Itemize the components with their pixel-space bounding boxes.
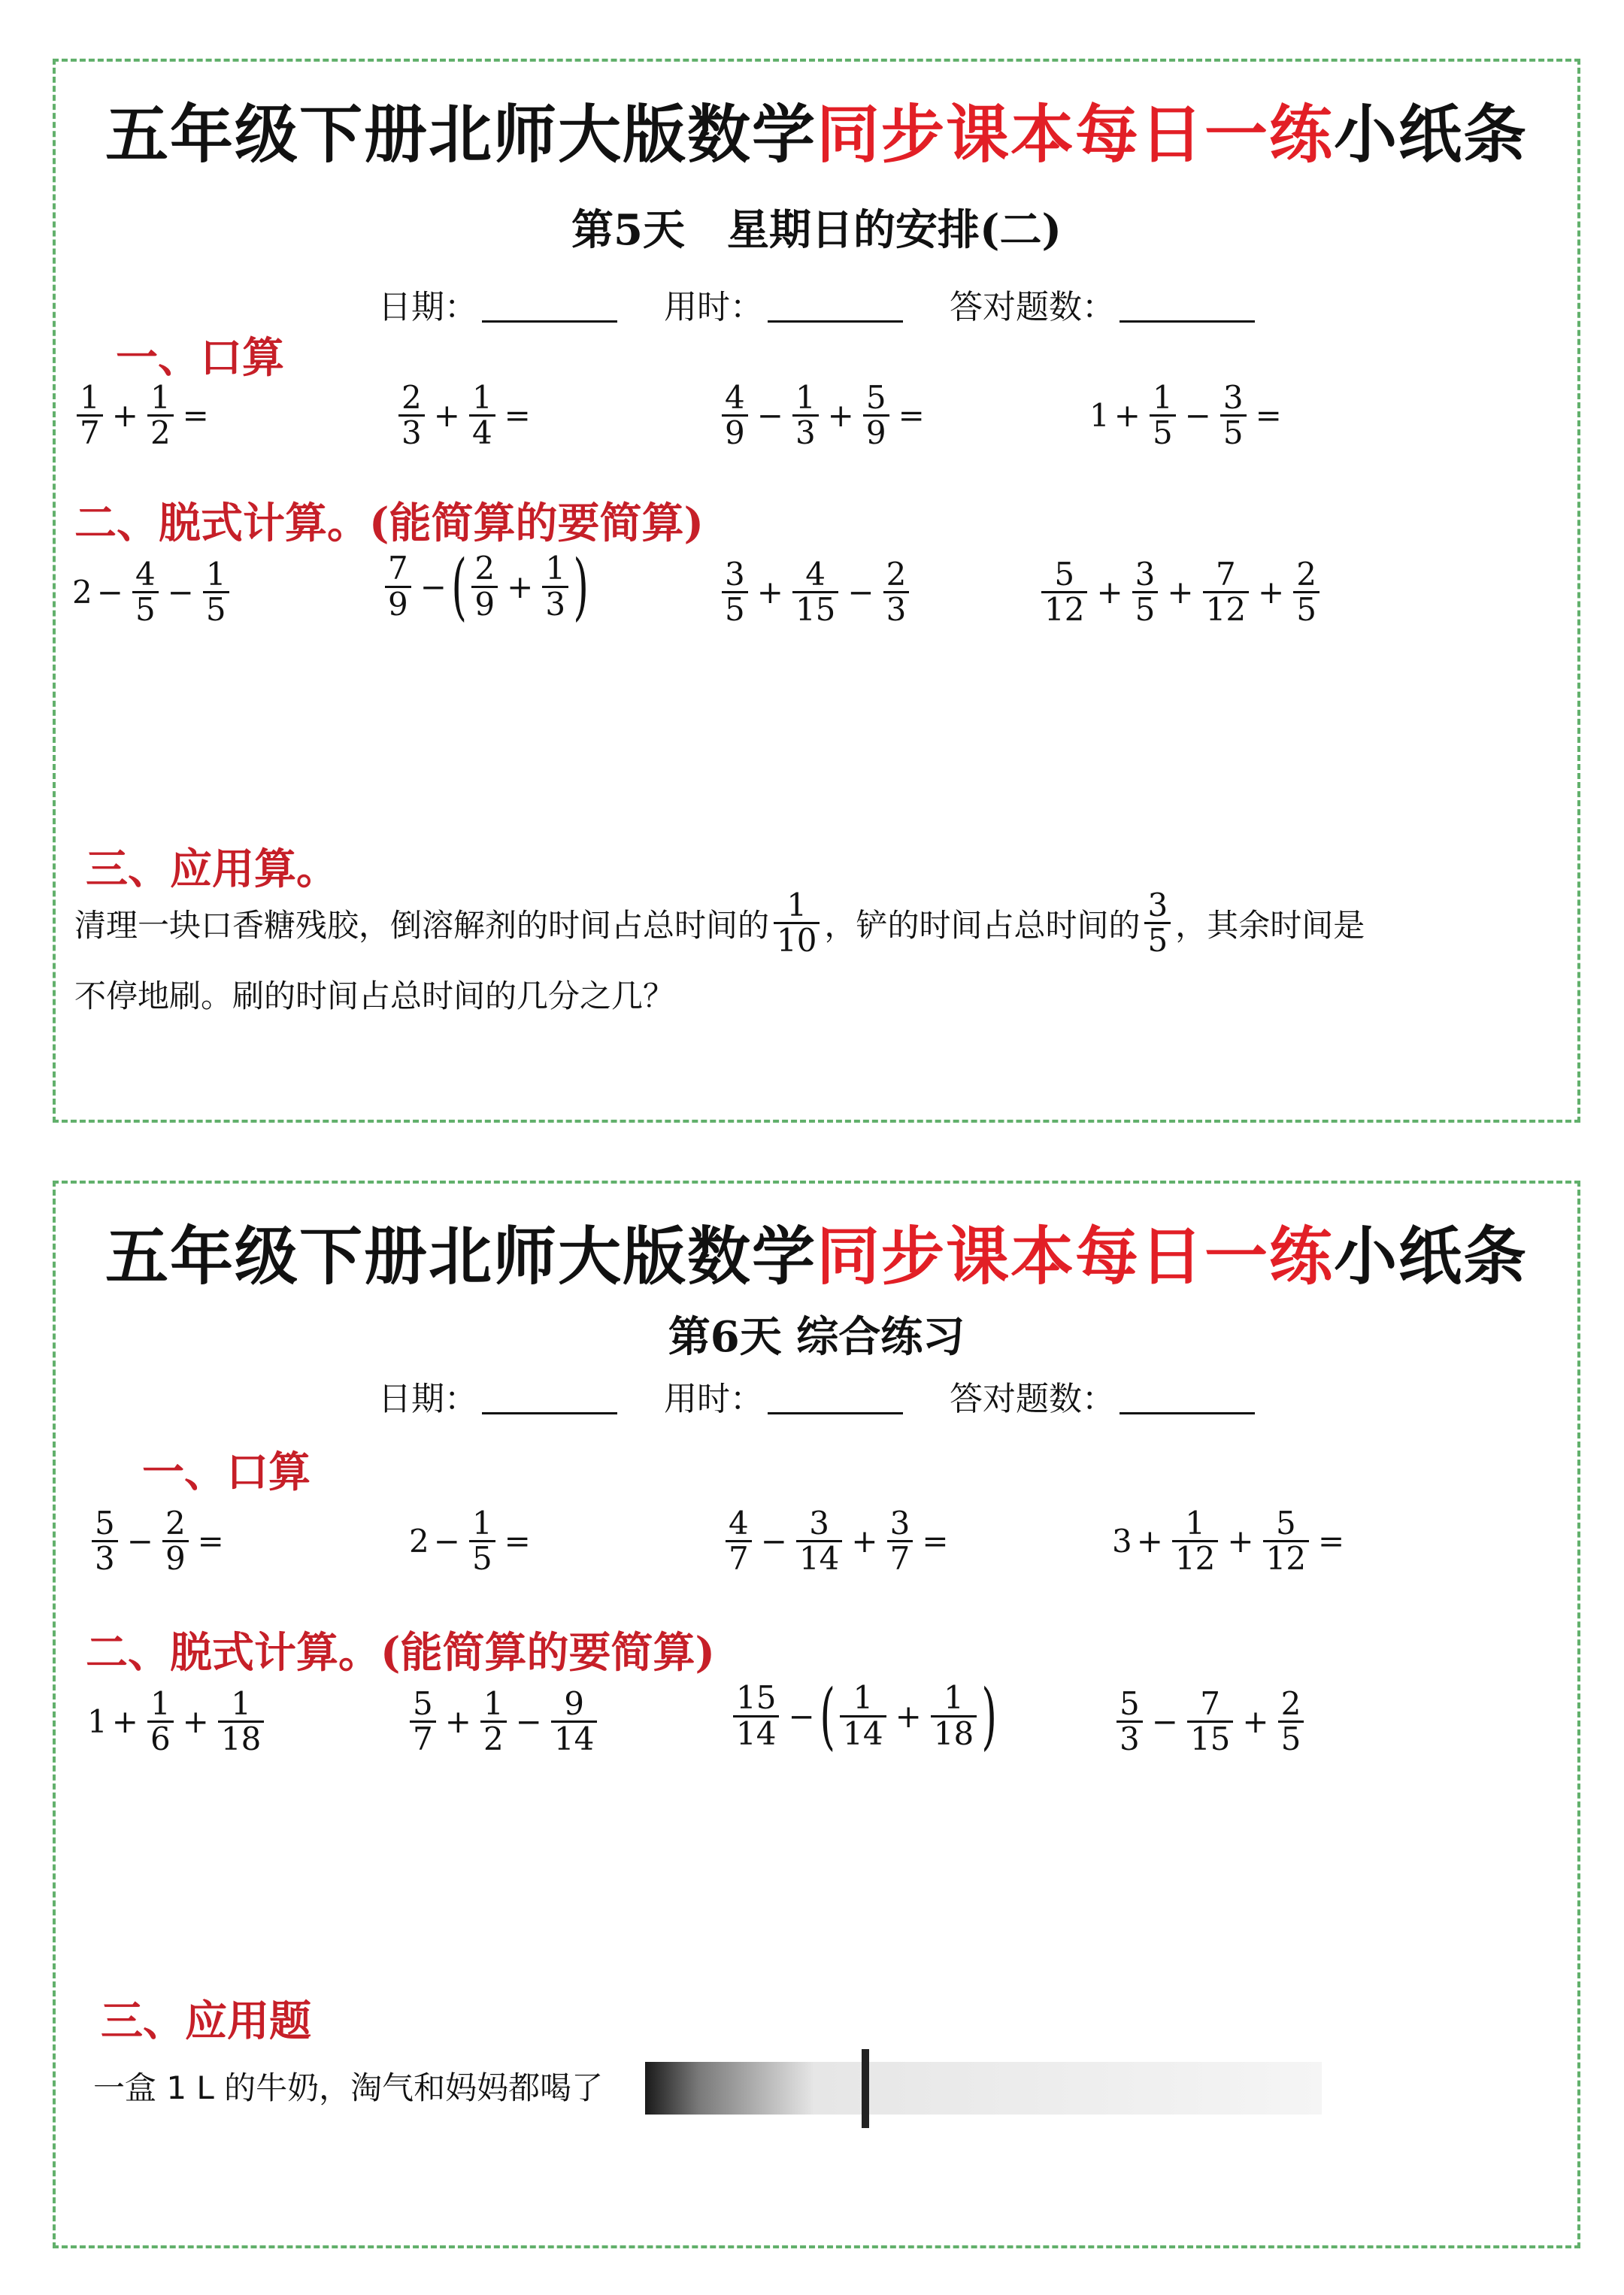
fraction: $\frac{1}{14}$ [840,1681,886,1750]
title-part-black: 五年级下册北师大版数学 [105,1220,817,1293]
fraction: $\frac{1}{5}$ [203,558,229,626]
fraction: $\frac{5}{12}$ [1263,1507,1309,1575]
fraction: $\frac{5}{7}$ [410,1687,436,1756]
correct-count-blank[interactable] [1120,1381,1255,1414]
fraction: $\frac{4}{9}$ [722,381,748,450]
correct-count-label: 答对题数： [950,288,1115,326]
fraction: $\frac{1}{10}$ [774,889,820,957]
info-line [56,280,1577,328]
word-problem-text: 清理一块口香糖残胶，倒溶解剂的时间占总时间的 [74,906,770,944]
section-heading-oral: 一、口算 [116,333,284,383]
correct-count-blank[interactable] [1120,290,1255,323]
fraction: $\frac{1}{18}$ [218,1687,264,1756]
time-label: 用时： [664,1380,763,1418]
fraction: $\frac{3}{5}$ [1132,558,1159,626]
fraction: $\frac{3}{14}$ [796,1507,842,1575]
fraction: $\frac{5}{3}$ [1116,1687,1143,1756]
fraction: $\frac{2}{3}$ [883,558,910,626]
fraction: $\frac{1}{2}$ [480,1687,507,1756]
fraction: $\frac{3}{7}$ [887,1507,914,1575]
fraction: $\frac{3}{5}$ [722,558,748,626]
fraction: $\frac{1}{3}$ [792,381,819,450]
word-problem-text: ，其余时间是 [1175,906,1365,944]
time-label: 用时： [664,288,763,326]
stepwise-exercise-4: $\frac{5}{12}$ + $\frac{3}{5}$ + $\frac{7}{12}$ + $\frac{2}{5}$ [1037,558,1324,626]
fraction: $\frac{4}{5}$ [132,558,159,626]
title-part-red: 同步课本每日一练 [816,98,1334,171]
fraction: $\frac{1}{12}$ [1172,1507,1218,1575]
date-blank[interactable] [482,1381,617,1414]
section-heading-stepwise: 二、脱式计算。(能简算的要简算) [86,1628,715,1678]
fraction: $\frac{1}{4}$ [469,381,495,450]
stepwise-exercise-1: 2 − $\frac{4}{5}$ − $\frac{1}{5}$ [72,558,234,626]
fraction: $\frac{1}{3}$ [542,552,568,620]
fraction: $\frac{1}{5}$ [1150,381,1176,450]
fraction: $\frac{5}{9}$ [863,381,889,450]
fraction: $\frac{1}{6}$ [147,1687,174,1756]
stepwise-exercise-1: 1 + $\frac{1}{6}$ + $\frac{1}{18}$ [87,1687,268,1756]
obscured-region [645,2062,1322,2115]
fraction: $\frac{7}{9}$ [385,552,411,620]
fraction: $\frac{4}{15}$ [792,558,838,626]
fraction: $\frac{7}{12}$ [1203,558,1249,626]
time-blank[interactable] [768,290,903,323]
section-heading-application: 三、应用算。 [86,844,338,894]
date-blank[interactable] [482,290,617,323]
word-problem-text: ，铲的时间占总时间的 [824,906,1141,944]
card-day5 [53,59,1580,1123]
title-part-black: 五年级下册北师大版数学 [105,98,817,171]
fraction: $\frac{2}{5}$ [1278,1687,1304,1756]
word-problem-line1 [74,887,1365,960]
page-title [56,84,1577,175]
section-heading-application: 三、应用题 [101,1996,311,2046]
title-part-tail: 小纸条 [1334,1220,1529,1293]
fraction: $\frac{5}{3}$ [92,1507,118,1575]
stepwise-exercise-3: $\frac{15}{14}$ − ( $\frac{1}{14}$ + $\frac{1}{18}$ ) [729,1680,998,1752]
stepwise-exercise-2: $\frac{7}{9}$ − ( $\frac{2}{9}$ + $\frac{1}{3}$ ) [380,550,589,623]
title-part-tail: 小纸条 [1334,98,1529,171]
oral-exercise-4: 3 + $\frac{1}{12}$ + $\frac{5}{12}$ = [1112,1505,1345,1578]
section-heading-oral: 一、口算 [142,1448,311,1497]
fraction: $\frac{2}{9}$ [471,552,498,620]
fraction: $\frac{5}{12}$ [1041,558,1087,626]
stepwise-exercise-4: $\frac{5}{3}$ − $\frac{7}{15}$ + $\frac{2}{5}$ [1112,1687,1308,1756]
fraction: $\frac{9}{14}$ [551,1687,597,1756]
word-problem-line1: 一盒 1 L 的牛奶，淘气和妈妈都喝了 [93,2069,604,2106]
fraction: $\frac{1}{7}$ [77,381,103,450]
obscured-region-divider [862,2049,869,2128]
lesson-subtitle: 第5天 星期日的安排(二) [571,205,1062,255]
stepwise-exercise-3: $\frac{3}{5}$ + $\frac{4}{15}$ − $\frac{2}{3}$ [717,558,914,626]
date-label: 日期： [378,288,477,326]
title-part-red: 同步课本每日一练 [816,1220,1334,1293]
oral-exercise-2: $\frac{2}{3}$ + $\frac{1}{4}$ = [394,381,535,450]
fraction: $\frac{2}{9}$ [162,1507,189,1575]
date-label: 日期： [378,1380,477,1418]
oral-exercise-3: $\frac{4}{7}$ − $\frac{3}{14}$ + $\frac{3}{7}$ = [721,1507,953,1575]
oral-exercise-3: $\frac{4}{9}$ − $\frac{1}{3}$ + $\frac{5}{9}$ = [717,381,929,450]
fraction: $\frac{15}{14}$ [733,1681,779,1750]
fraction: $\frac{7}{15}$ [1187,1687,1233,1756]
fraction: $\frac{2}{3}$ [398,381,425,450]
section-heading-stepwise: 二、脱式计算。(能简算的要简算) [74,499,704,548]
fraction: $\frac{3}{5}$ [1144,889,1171,957]
oral-exercise-1: $\frac{5}{3}$ − $\frac{2}{9}$ = [87,1507,229,1575]
oral-exercise-2: 2 − $\frac{1}{5}$ = [409,1505,531,1578]
correct-count-label: 答对题数： [950,1380,1115,1418]
stepwise-exercise-2: $\frac{5}{7}$ + $\frac{1}{2}$ − $\frac{9}{14}$ [405,1687,601,1756]
time-blank[interactable] [768,1381,903,1414]
word-problem-line2: 不停地刷。刷的时间占总时间的几分之几？ [74,978,675,1014]
oral-exercise-4: 1 + $\frac{1}{5}$ − $\frac{3}{5}$ = [1089,379,1282,452]
lesson-subtitle: 第6天 综合练习 [668,1312,965,1362]
fraction: $\frac{2}{5}$ [1293,558,1320,626]
fraction: $\frac{1}{18}$ [931,1681,977,1750]
fraction: $\frac{1}{2}$ [147,381,174,450]
fraction: $\frac{1}{5}$ [469,1507,495,1575]
info-line [56,1372,1577,1420]
page-title [56,1206,1577,1297]
fraction: $\frac{3}{5}$ [1220,381,1247,450]
fraction: $\frac{4}{7}$ [726,1507,752,1575]
oral-exercise-1: $\frac{1}{7}$ + $\frac{1}{2}$ = [72,381,214,450]
